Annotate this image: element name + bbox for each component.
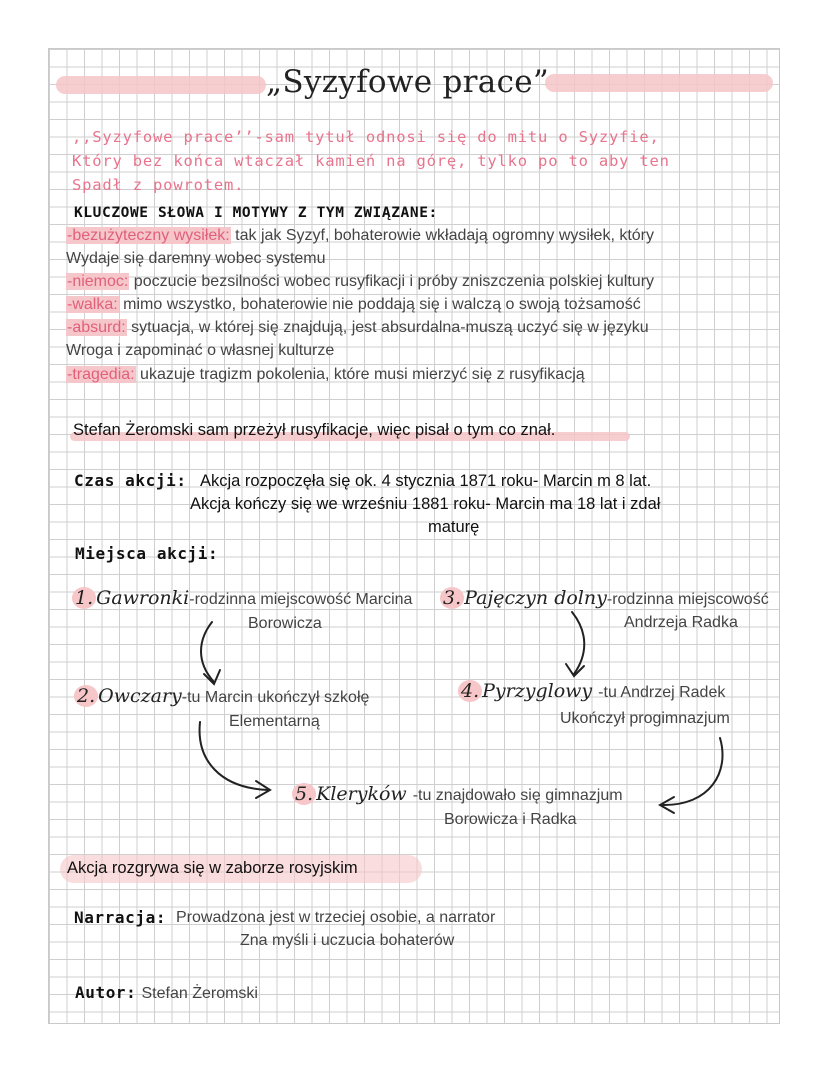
motif-term: -niemoc: — [67, 273, 129, 290]
place-name: Owczary — [98, 685, 182, 707]
places-label: Miejsca akcji: — [75, 544, 219, 563]
arrow-pyrzyglowy-klerykow — [662, 738, 723, 805]
author-name: Stefan Żeromski — [141, 985, 258, 1002]
arrow-pajeczyn-pyrzyglowy — [572, 612, 584, 674]
motif-text: poczucie bezsilności wobec rusyfikacji i próby zniszczenia polskiej kultury — [129, 273, 655, 290]
place-number: 1. — [72, 587, 96, 609]
place-desc: -tu Andrzej Radek — [598, 684, 726, 701]
arrow-owczary-klerykow — [200, 722, 268, 790]
narration-label: Narracja: — [74, 908, 167, 927]
place-number: 5. — [292, 783, 316, 805]
place-desc: -rodzinna miejscowość — [606, 591, 769, 608]
place-name: Pyrzyglowy — [482, 680, 593, 702]
place-name: Kleryków — [316, 783, 407, 805]
place-pyrzyglowy-desc-2: Ukończył progimnazjum — [560, 710, 730, 727]
arrowhead-pajeczyn-pyrzyglowy — [566, 664, 584, 676]
intro-line-1: ,,Syzyfowe prace’’-sam tytuł odnosi się do mitu o Syzyfie, — [72, 128, 660, 146]
motif-term: -walka: — [67, 296, 118, 313]
motif-text: mimo wszystko, bohaterowie nie poddają się i walczą o swoją tożsamość — [118, 296, 641, 313]
arrow-gawronki-owczary — [201, 622, 214, 682]
place-number: 3. — [440, 587, 464, 609]
time-label: Czas akcji: — [74, 471, 187, 490]
place-number: 4. — [458, 680, 482, 702]
motif-text: sytuacja, w której się znajdują, jest absurdalna-muszą uczyć się w języku — [126, 319, 649, 336]
narration-line-2: Zna myśli i uczucia bohaterów — [240, 932, 455, 949]
keywords-heading: KLUCZOWE SŁOWA I MOTYWY Z TYM ZWIĄZANE: — [74, 205, 438, 221]
time-line-1: Akcja rozpoczęła się ok. 4 stycznia 1871 roku- Marcin m 8 lat. — [200, 472, 652, 490]
motif-term: -bezużyteczny wysiłek: — [67, 227, 230, 244]
motif-text: ukazuje tragizm pokolenia, które musi mierzyć się z rusyfikacją — [135, 366, 585, 383]
motif-text: tak jak Syzyf, bohaterowie wkładają ogromny wysiłek, który — [230, 227, 654, 244]
place-number: 2. — [74, 685, 98, 707]
place-owczary-desc-2: Elementarną — [229, 713, 320, 730]
author-label: Autor: — [75, 983, 137, 1002]
place-klerykow-desc-2: Borowicza i Radka — [444, 811, 577, 828]
author-note: Stefan Żeromski sam przeżył rusyfikacje, więc pisał o tym co znał. — [73, 421, 556, 439]
motif-term: -absurd: — [67, 319, 126, 336]
motif-term: -tragedia: — [67, 366, 135, 383]
author-line — [75, 983, 258, 1003]
time-line-3: maturę — [428, 518, 480, 536]
place-desc: -tu Marcin ukończył szkołę — [181, 689, 370, 706]
intro-line-2: Który bez końca wtaczał kamień na górę, tylko po to aby ten — [72, 152, 670, 170]
place-name: Pajęczyn dolny — [464, 587, 607, 609]
partition-text: Akcja rozgrywa się w zaborze rosyjskim — [67, 859, 358, 877]
narration-line-1: Prowadzona jest w trzeciej osobie, a narrator — [176, 909, 496, 926]
time-line-2: Akcja kończy się we wrześniu 1881 roku- Marcin ma 18 lat i zdał — [190, 495, 661, 513]
place-desc: -rodzinna miejscowość Marcina — [189, 591, 413, 608]
place-name: Gawronki — [96, 587, 190, 609]
place-pajeczyn-desc-2: Andrzeja Radka — [624, 614, 738, 631]
page-title: „Syzyfowe prace” — [266, 64, 550, 100]
place-desc: -tu znajdowało się gimnazjum — [412, 787, 623, 804]
motif-4-cont: Wroga i zapominać o własnej kulturze — [66, 342, 335, 359]
intro-line-3: Spadł z powrotem. — [72, 176, 245, 194]
motif-1-cont: Wydaje się daremny wobec systemu — [66, 250, 326, 267]
place-gawronki-desc-2: Borowicza — [248, 615, 322, 632]
